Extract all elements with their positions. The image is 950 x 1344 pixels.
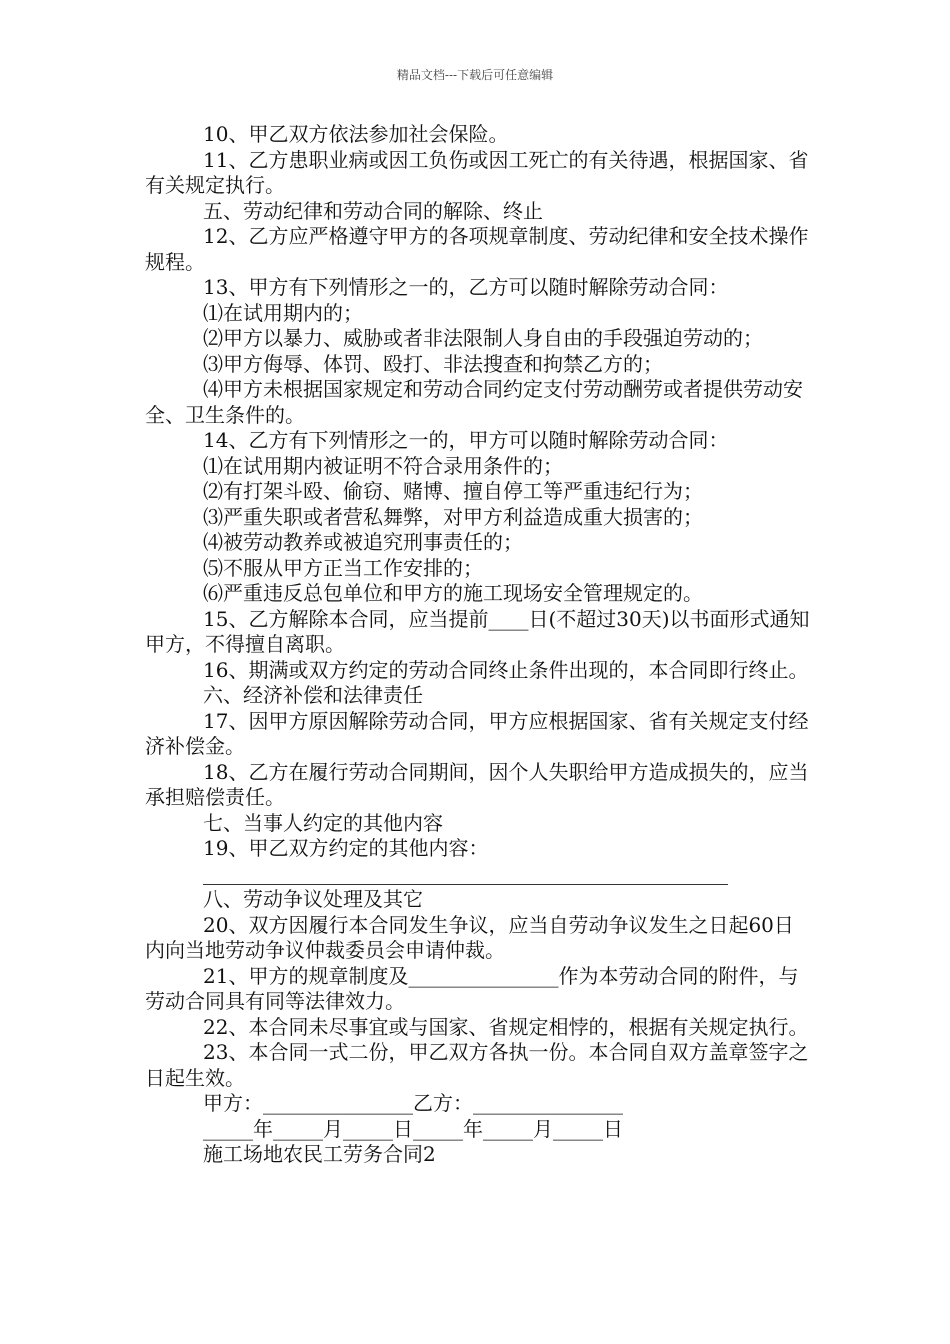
list-item-14-1: ⑴在试用期内被证明不符合录用条件的； [203,453,563,478]
paragraph-11: 11、乙方患职业病或因工负伤或因工死亡的有关待遇，根据国家、省有关规定执行。 [145,147,809,197]
paragraph-20: 20、双方因履行本合同发生争议，应当自劳动争议发生之日起60日内向当地劳动争议仲裁委员会申请仲裁。 [145,912,794,962]
paragraph-12: 12、乙方应严格遵守甲方的各项规章制度、劳动纪律和安全技术操作规程。 [145,224,809,274]
paragraph-15: 15、乙方解除本合同，应当提前____日(不超过30天)以书面形式通知甲方，不得擅自离职。 [145,606,810,656]
paragraph-21: 21、甲方的规章制度及_______________作为本劳动合同的附件，与劳动合同具有同等法律效力。 [145,963,799,1013]
paragraph-22: 22、本合同未尽事宜或与国家、省规定相悖的，根据有关规定执行。 [203,1014,809,1039]
list-item-14-6: ⑹严重违反总包单位和甲方的施工现场安全管理规定的。 [203,581,703,605]
list-item-13-2: ⑵甲方以暴力、威胁或者非法限制人身自由的手段强迫劳动的； [203,326,763,350]
section-heading-8: 八、劳动争议处理及其它 [203,887,423,911]
paragraph-16: 16、期满或双方约定的劳动合同终止条件出现的，本合同即行终止。 [203,657,809,682]
list-item-14-4: ⑷被劳动教养或被追究刑事责任的； [203,530,523,554]
list-item-13-1: ⑴在试用期内的； [203,300,363,325]
fill-in-line [145,862,810,888]
list-item-14-2: ⑵有打架斗殴、偷窃、赌博、擅自停工等严重违纪行为； [203,479,703,503]
list-item-14-3: ⑶严重失职或者营私舞弊，对甲方利益造成重大损害的； [203,504,703,529]
paragraph-19: 19、甲乙双方约定的其他内容： [203,836,489,860]
page-header: 精品文档---下载后可任意编辑 [396,68,554,82]
paragraph-10: 10、甲乙双方依法参加社会保险。 [203,122,509,146]
underline-rule [203,884,728,885]
section-heading-7: 七、当事人约定的其他内容 [203,810,443,835]
document-body [145,122,810,1168]
next-document-title: 施工场地农民工劳务合同2 [203,1142,436,1166]
list-item-14-5: ⑸不服从甲方正当工作安排的； [203,555,483,580]
paragraph-23: 23、本合同一式二份，甲乙双方各执一份。本合同自双方盖章签字之日起生效。 [145,1040,809,1090]
section-heading-5: 五、劳动纪律和劳动合同的解除、终止 [203,198,543,223]
list-item-13-3: ⑶甲方侮辱、体罚、殴打、非法搜查和拘禁乙方的； [203,351,663,376]
section-heading-6: 六、经济补偿和法律责任 [203,683,423,707]
signature-dates: _____年_____月_____日_____年_____月_____日 [203,1116,623,1141]
list-item-13-4: ⑷甲方未根据国家规定和劳动合同约定支付劳动酬劳或者提供劳动安全、卫生条件的。 [145,377,803,427]
paragraph-18: 18、乙方在履行劳动合同期间，因个人失职给甲方造成损失的，应当承担赔偿责任。 [145,759,809,809]
paragraph-14: 14、乙方有下列情形之一的，甲方可以随时解除劳动合同： [203,428,729,452]
paragraph-13: 13、甲方有下列情形之一的，乙方可以随时解除劳动合同： [203,275,729,299]
signature-parties: 甲方：_______________乙方：_______________ [203,1091,623,1115]
paragraph-17: 17、因甲方原因解除劳动合同，甲方应根据国家、省有关规定支付经济补偿金。 [145,708,809,758]
